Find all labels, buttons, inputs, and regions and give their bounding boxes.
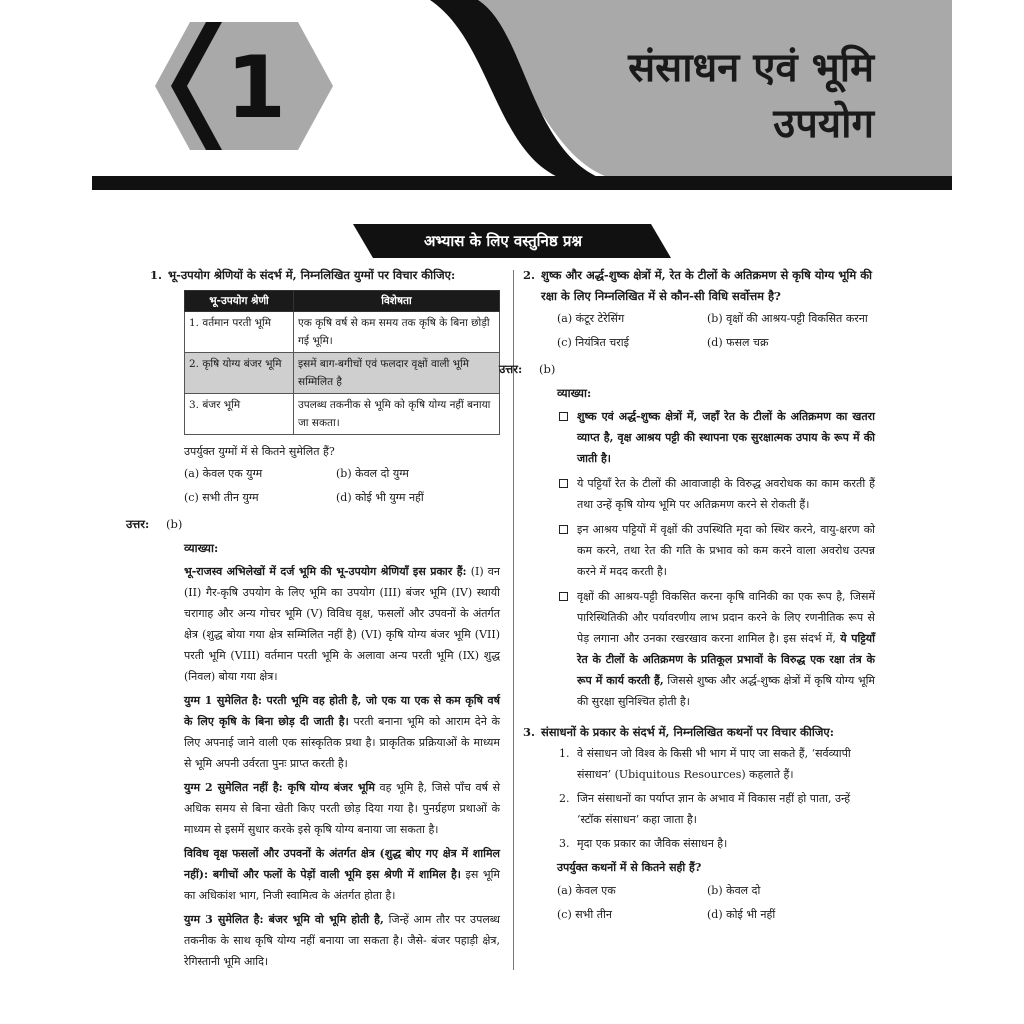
explanation-paragraph: [184, 843, 500, 906]
question-1-number: 1.: [150, 268, 163, 282]
explanation-paragraph: [184, 777, 500, 840]
answer-label: उत्तर:: [499, 362, 523, 376]
explanation-text: जिससे शुष्क और अर्द्ध-शुष्क क्षेत्रों में कृषि योग्य भूमि की सुरक्षा सुनिश्चित होती है।: [577, 674, 875, 708]
table-row: [185, 312, 500, 353]
header-rule: [92, 176, 952, 190]
explanation-label: व्याख्या:: [184, 541, 219, 555]
question-2-text: शुष्क और अर्द्ध-शुष्क क्षेत्रों में, रेत के टीलों के अतिक्रमण से कृषि योग्य भूमि की रक्षा के लिए निम्नलिखित में से कौन-सी विधि सर्वोत्तम है?: [541, 268, 873, 303]
explanation-bold: युग्म 3 सुमेलित है: बंजर भूमि वो भूमि होती है,: [184, 913, 384, 926]
option: (c) नियंत्रित चराई: [557, 336, 629, 349]
explanation-text: वृक्षों की आश्रय-पट्टी विकसित करना कृषि वानिकी का एक रूप है, जिसमें पारिस्थितिकी और पर्यावरणीय लाभ प्रदान करने के लिए रणनीतिक रूप से पेड़ लगाना और उनका रखरखाव करना शामिल है। इस संदर्भ में,: [577, 590, 875, 645]
explanation-text: जिन्हें आम तौर पर उपलब्ध तकनीक के साथ कृषि योग्य नहीं बनाया जा सकता है। जैसे- बंजर पहाड़ी क्षेत्र, रेगिस्तानी भूमि आदि।: [184, 913, 501, 968]
table-cell: उपलब्ध तकनीक से भूमि को कृषि योग्य नहीं बनाया जा सकता।: [294, 394, 500, 435]
explanation-bold: ये पट्टियाँ रेत के टीलों के अतिक्रमण के प्रतिकूल प्रभावों के विरुद्ध एक रक्षा तंत्र के रूप में कार्य करती हैं,: [577, 632, 875, 687]
list-item: [557, 586, 875, 712]
table-row: [185, 353, 500, 394]
option: (c) सभी तीन: [557, 908, 612, 921]
explanation-paragraph: [184, 909, 500, 972]
answer-value: (b): [539, 362, 556, 376]
list-item: [557, 406, 875, 469]
checkbox-square-icon: [559, 412, 568, 421]
chapter-title: [628, 40, 874, 152]
statement: [559, 743, 875, 785]
option: (c) सभी तीन युग्म: [184, 491, 259, 504]
question-1-text: भू-उपयोग श्रेणियों के संदर्भ में, निम्नलिखित युग्मों पर विचार कीजिए:: [168, 268, 456, 282]
table-cell: 2. कृषि योग्य बंजर भूमि: [185, 353, 294, 394]
explanation-bold: विविध वृक्ष फसलों और उपवनों के अंतर्गत क्षेत्र (शुद्ध बोए गए क्षेत्र में शामिल नहीं): बगीचों और फलों के पेड़ों वाली भूमि इस श्रेणी में शामिल है।: [184, 847, 500, 881]
answer-value: (b): [166, 517, 183, 531]
list-item: [557, 473, 875, 515]
explanation-text: ये पट्टियाँ रेत के टीलों की आवाजाही के विरुद्ध अवरोधक का काम करती हैं तथा उन्हें कृषि योग्य भूमि पर अतिक्रमण करने से रोकती हैं।: [577, 477, 875, 511]
statement-number: 1.: [559, 747, 570, 760]
explanation-bold: युग्म 2 सुमेलित नहीं है: कृषि योग्य बंजर भूमि: [184, 781, 375, 794]
table-cell: एक कृषि वर्ष से कम समय तक कृषि के बिना छोड़ी गई भूमि।: [294, 312, 500, 353]
statement-text: जिन संसाधनों का पर्याप्त ज्ञान के अभाव में विकास नहीं हो पाता, उन्हें ‘स्टॉक संसाधन’ कहा जाता है।: [577, 792, 851, 826]
chapter-title-line1: संसाधन एवं भूमि: [628, 45, 874, 91]
question-2-options: [557, 307, 875, 355]
section-banner: अभ्यास के लिए वस्तुनिष्ठ प्रश्न: [423, 232, 583, 250]
option: (d) कोई भी युग्म नहीं: [336, 491, 424, 504]
checkbox-square-icon: [559, 525, 568, 534]
question-1-options: [184, 462, 500, 510]
question-3-text: संसाधनों के प्रकार के संदर्भ में, निम्नलिखित कथनों पर विचार कीजिए:: [541, 725, 834, 739]
chapter-title-line2: उपयोग: [773, 101, 874, 147]
table-row: [185, 394, 500, 435]
explanation-text: वह भूमि है, जिसे पाँच वर्ष से अधिक समय से बिना खेती किए परती छोड़ दिया गया है। पुनर्ग्रहण प्रथाओं के माध्यम से इसमें सुधार करके इसे कृषि योग्य बनाया जा सकता है।: [184, 781, 501, 836]
option: (b) वृक्षों की आश्रय-पट्टी विकसित करना: [707, 312, 868, 325]
question-1-answer: [126, 512, 500, 536]
question-1: [150, 265, 500, 286]
right-column: [499, 265, 875, 927]
explanation-text: इस भूमि का अधिकांश भाग, निजी स्वामित्व के अंतर्गत होता है।: [184, 868, 500, 902]
explanation-paragraph: [184, 690, 500, 774]
option: (d) फसल चक्र: [707, 336, 769, 349]
question-2: [523, 265, 875, 307]
option: (a) केवल एक: [557, 884, 616, 897]
explanation-list: [523, 406, 875, 712]
statement: [559, 788, 875, 830]
explanation-bold: भू-राजस्व अभिलेखों में दर्ज भूमि की भू-उपयोग श्रेणियाँ इस प्रकार हैं:: [184, 565, 467, 578]
explanation-text: परती बनाना भूमि को आराम देने के लिए अपनाई जाने वाली एक सांस्कृतिक प्रथा है। प्राकृतिक प्रक्रियाओं के माध्यम से भूमि अपनी उर्वरता पुनः प्राप्त करती है।: [184, 715, 500, 770]
statement-text: मृदा एक प्रकार का जैविक संसाधन है।: [577, 837, 728, 850]
table-cell: 3. बंजर भूमि: [185, 394, 294, 435]
table-cell: 1. वर्तमान परती भूमि: [185, 312, 294, 353]
table-header-cell: विशेषता: [294, 291, 500, 312]
explanation-label: व्याख्या:: [557, 386, 592, 400]
checkbox-square-icon: [559, 592, 568, 601]
table-header-cell: भू-उपयोग श्रेणी: [185, 291, 294, 312]
option: (d) कोई भी नहीं: [707, 908, 776, 921]
question-3: [523, 722, 875, 743]
explanation-bold: शुष्क एवं अर्द्ध-शुष्क क्षेत्रों में, जहाँ रेत के टीलों के अतिक्रमण का खतरा व्याप्त है, वृक्ष आश्रय पट्टी की स्थापना एक सुरक्षात्मक उपाय के रूप में की जाती है।: [577, 410, 875, 465]
question-1-subquestion: उपर्युक्त युग्मों में से कितने सुमेलित हैं?: [184, 445, 335, 458]
option: (b) केवल दो युग्म: [336, 467, 409, 480]
question-3-subquestion: उपर्युक्त कथनों में से कितने सही हैं?: [557, 861, 702, 874]
land-use-table: [184, 290, 500, 435]
statement-text: वे संसाधन जो विश्व के किसी भी भाग में पाए जा सकते हैं, ‘सर्वव्यापी संसाधन’ (Ubiquitous Resources) कहलाते हैं।: [577, 747, 851, 781]
table-cell: इसमें बाग-बगीचों एवं फलदार वृक्षों वाली भूमि सम्मिलित है: [294, 353, 500, 394]
list-item: [557, 519, 875, 582]
table-header-row: [185, 291, 500, 312]
statement-number: 2.: [559, 792, 570, 805]
chapter-number: 1: [226, 38, 286, 138]
option: (a) केवल एक युग्म: [184, 467, 263, 480]
question-3-options: [557, 879, 875, 927]
explanation-text: (I) वन (II) गैर-कृषि उपयोग के लिए भूमि का उपयोग (III) बंजर भूमि (IV) स्थायी चरागाह और अन्य गोचर भूमि (V) विविध वृक्ष, फसलों और उपवनों के अंतर्गत क्षेत्र (शुद्ध बोया गया क्षेत्र सम्मिलित नहीं है) (VI) कृषि योग्य बंजर भूमि (VII) परती भूमि (VIII) वर्तमान परती भूमि के अलावा अन्य परती भूमि (IX) शुद्ध (निवल) बोया गया क्षेत्र।: [184, 565, 500, 683]
left-column: [126, 265, 501, 975]
answer-label: उत्तर:: [126, 517, 150, 531]
checkbox-square-icon: [559, 479, 568, 488]
question-3-number: 3.: [523, 725, 536, 739]
explanation-paragraph: [184, 561, 500, 687]
option: (a) कंटूर टेरेसिंग: [557, 312, 625, 325]
option: (b) केवल दो: [707, 884, 761, 897]
statement: [559, 833, 875, 854]
question-2-answer: [499, 357, 875, 381]
statement-number: 3.: [559, 837, 570, 850]
explanation-text: इन आश्रय पट्टियों में वृक्षों की उपस्थिति मृदा को स्थिर करने, वायु-क्षरण को कम करने, तथा रेत की गति के प्रभाव को कम करने वाला अवरोध उत्पन्न करने में मदद करती है।: [577, 523, 875, 578]
question-2-number: 2.: [523, 268, 536, 282]
explanation-bold: युग्म 1 सुमेलित है: परती भूमि वह होती है, जो एक या एक से कम कृषि वर्ष के लिए कृषि के बिना छोड़ दी जाती है।: [184, 694, 500, 728]
